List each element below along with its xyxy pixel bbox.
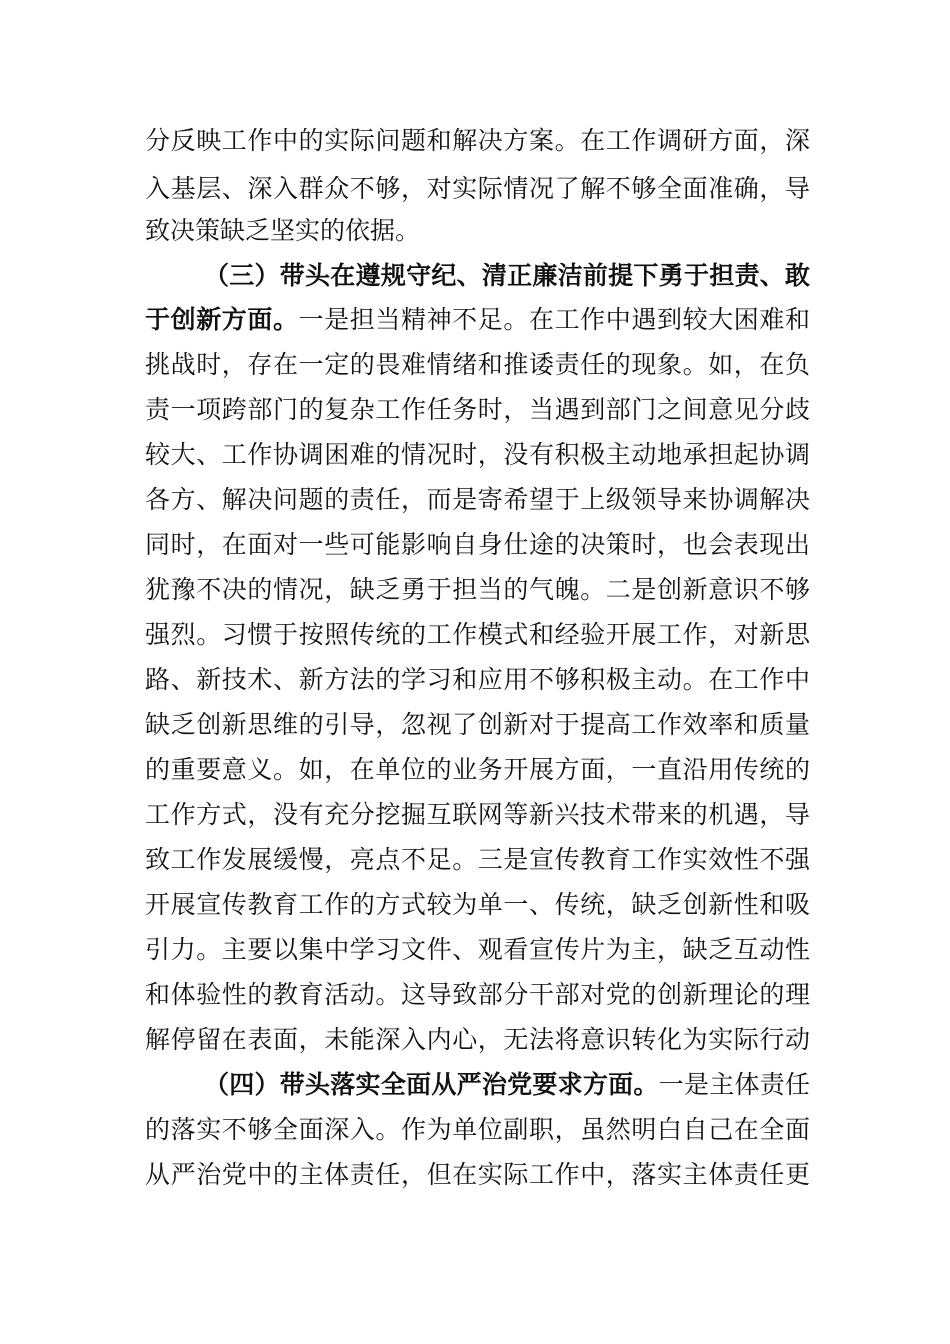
text-line: 较大、工作协调困难的情况时，没有积极主动地承担起协调 [145,440,810,469]
section-heading: （四）带头落实全面从严治党要求方面。一是主体责任 [204,1070,810,1099]
text-line: 解停留在表面，未能深入内心，无法将意识转化为实际行动 [145,1025,810,1054]
text-line: 责一项跨部门的复杂工作任务时，当遇到部门之间意见分歧 [145,395,810,424]
text-line: 致工作发展缓慢，亮点不足。三是宣传教育工作实效性不强 [145,845,810,874]
text-line: 犹豫不决的情况，缺乏勇于担当的气魄。二是创新意识不够 [145,575,810,604]
text-line: 的重要意义。如，在单位的业务开展方面，一直沿用传统的 [145,755,810,784]
text-line: 分反映工作中的实际问题和解决方案。在工作调研方面，深 [145,126,810,155]
text-line: 缺乏创新思维的引导，忽视了创新对于提高工作效率和质量 [145,710,810,739]
text-line: 挑战时，存在一定的畏难情绪和推诿责任的现象。如，在负 [145,350,810,379]
text-line: 同时，在面对一些可能影响自身仕途的决策时，也会表现出 [145,530,810,559]
text-line: 强烈。习惯于按照传统的工作模式和经验开展工作，对新思 [145,620,810,649]
text-line: 工作方式，没有充分挖掘互联网等新兴技术带来的机遇，导 [145,800,810,829]
text-line: 和体验性的教育活动。这导致部分干部对党的创新理论的理 [145,980,810,1009]
text-line: 的落实不够全面深入。作为单位副职，虽然明白自己在全面 [145,1115,810,1144]
text-line: 路、新技术、新方法的学习和应用不够积极主动。在工作中 [145,665,810,694]
text-line: 开展宣传教育工作的方式较为单一、传统，缺乏创新性和吸 [145,890,810,919]
section-heading: （三）带头在遵规守纪、清正廉洁前提下勇于担责、敢 [204,261,810,290]
text-line: 入基层、深入群众不够，对实际情况了解不够全面准确，导 [145,174,810,203]
text-line: 各方、解决问题的责任，而是寄希望于上级领导来协调解决 [145,485,810,514]
text-line: 致决策缺乏坚实的依据。 [145,216,421,245]
text-line: 于创新方面。一是担当精神不足。在工作中遇到较大困难和 [145,305,810,334]
text-line: 从严治党中的主体责任，但在实际工作中，落实主体责任更 [145,1160,810,1189]
text-line: 引力。主要以集中学习文件、观看宣传片为主，缺乏互动性 [145,935,810,964]
